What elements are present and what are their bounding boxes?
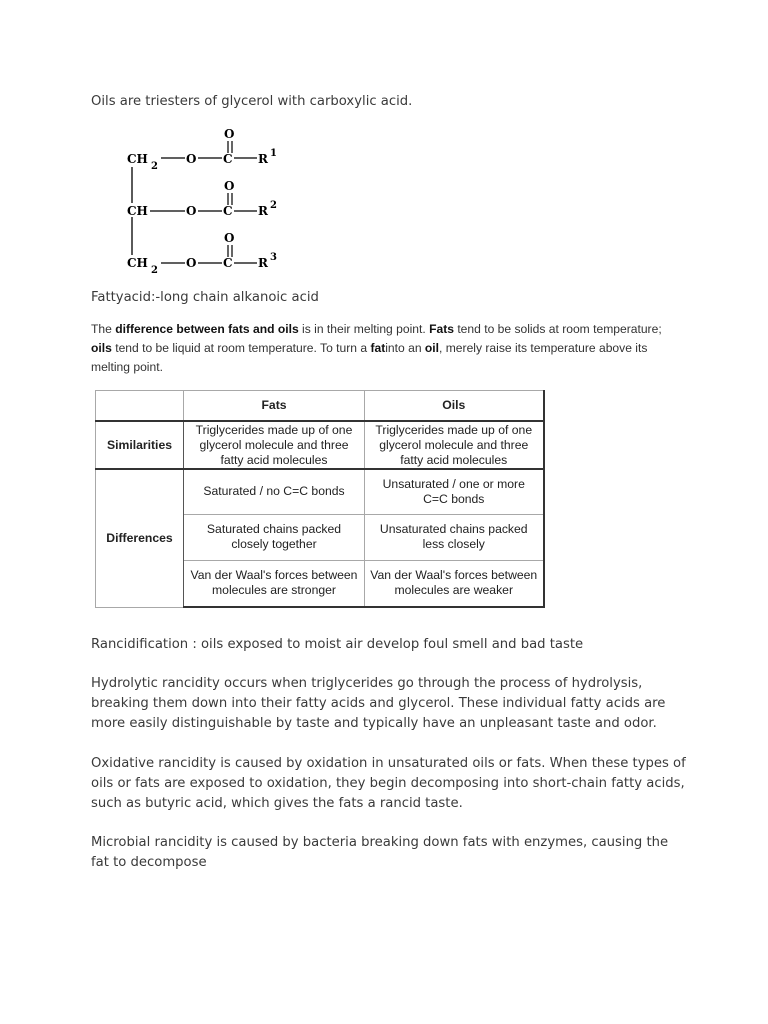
carbonyl-oxygen-1: O	[224, 127, 235, 141]
carbonyl-carbon-1: C	[223, 152, 233, 166]
r2-label: R	[258, 204, 268, 218]
header-oils: Oils	[365, 391, 544, 422]
ch2-subscript-bottom: 2	[151, 265, 158, 276]
oil-bold: oil	[424, 341, 440, 355]
intro-text: Oils are triesters of glycerol with carboxylic acid.	[91, 94, 413, 109]
table-cell: Saturated chains packed closely together	[184, 514, 365, 560]
table-header-row	[96, 391, 544, 422]
table-cell: Triglycerides made up of one glycerol molecule and three fatty acid molecules	[365, 421, 544, 469]
ester-oxygen-3: O	[186, 256, 197, 270]
carbonyl-carbon-3: C	[223, 256, 233, 270]
table-cell: Van der Waal's forces between molecules are weaker	[365, 560, 544, 607]
table-cell: Unsaturated chains packed less closely	[365, 514, 544, 560]
ch2-label-bottom: CH	[127, 256, 148, 270]
differences-label: Differences	[96, 469, 184, 607]
similarities-label: Similarities	[96, 421, 184, 469]
r3-label: R	[258, 256, 268, 270]
difference-paragraph: The difference between fats and oils is in their melting point. Fats tend to be solids at room temperature; oils tend to be liquid at room temperature. To turn a fatinto an oil, merely raise its temperature above its melting point.	[91, 322, 662, 374]
ester-oxygen-1: O	[186, 152, 197, 166]
carbonyl-oxygen-2: O	[224, 179, 235, 193]
table-cell: Unsaturated / one or more C=C bonds	[365, 469, 544, 514]
ch2-label-top: CH	[127, 152, 148, 166]
r1-label: R	[258, 152, 268, 166]
header-fats: Fats	[184, 391, 365, 422]
table-row	[96, 469, 544, 514]
oxidative-rancidity-paragraph: Oxidative rancidity is caused by oxidation in unsaturated oils or fats. When these types of oils or fats are exposed to oxidation, they begin decomposing into short-chain fatty acids, such as butyric acid, which gives the fats a rancid taste.	[91, 756, 686, 811]
fatty-acid-definition: Fattyacid:-long chain alkanoic acid	[91, 290, 319, 305]
fats-bold: Fats	[429, 322, 454, 336]
fat-bold: fat	[370, 341, 386, 355]
oils-bold: oils	[91, 341, 112, 355]
ester-oxygen-2: O	[186, 204, 197, 218]
hydrolytic-rancidity-paragraph: Hydrolytic rancidity occurs when triglycerides go through the process of hydrolysis, breaking them down into their fatty acids and glycerol. These individual fatty acids are more easily distinguishable by taste and typically have an unpleasant taste and odor.	[91, 676, 666, 731]
r1-superscript: 1	[270, 148, 277, 159]
table-cell: Van der Waal's forces between molecules are stronger	[184, 560, 365, 607]
header-blank-cell	[96, 391, 184, 422]
table-cell: Triglycerides made up of one glycerol molecule and three fatty acid molecules	[184, 421, 365, 469]
difference-bold-phrase: difference between fats and oils	[115, 322, 299, 336]
microbial-rancidity-paragraph: Microbial rancidity is caused by bacteria breaking down fats with enzymes, causing the fat to decompose	[91, 835, 669, 870]
triglyceride-structure	[119, 125, 339, 280]
ch2-subscript-top: 2	[151, 161, 158, 172]
r3-superscript: 3	[270, 252, 277, 263]
ch-label: CH	[127, 204, 148, 218]
carbonyl-carbon-2: C	[223, 204, 233, 218]
table-cell: Saturated / no C=C bonds	[184, 469, 365, 514]
r2-superscript: 2	[270, 200, 277, 211]
rancidification-definition: Rancidification : oils exposed to moist air develop foul smell and bad taste	[91, 637, 584, 652]
carbonyl-oxygen-3: O	[224, 231, 235, 245]
table-row	[96, 421, 544, 469]
fats-oils-comparison-table	[95, 390, 545, 608]
